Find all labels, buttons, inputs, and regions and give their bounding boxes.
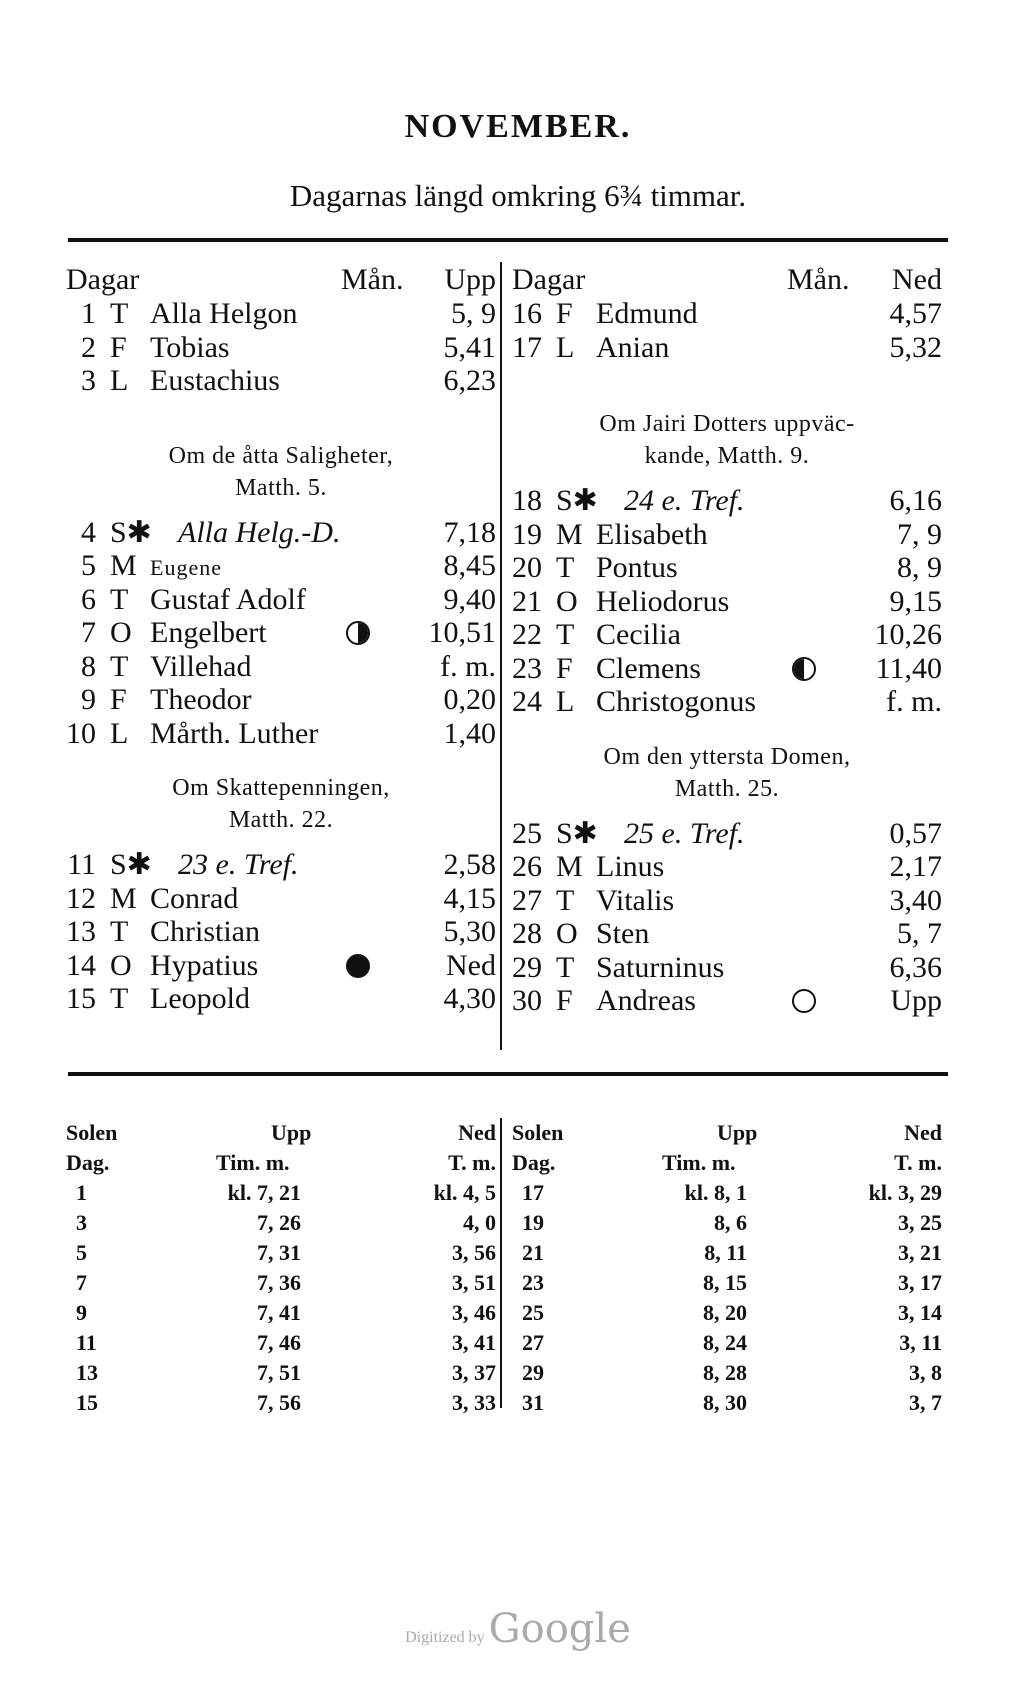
- day-number: 3: [81, 364, 96, 397]
- sun-rise: 8, 28: [703, 1360, 747, 1385]
- sermon-note-line: Om de åtta Saligheter,: [168, 442, 394, 469]
- top-rule: [68, 238, 948, 242]
- moon-phase-new-icon: [346, 954, 370, 978]
- moon-time: 7, 9: [897, 517, 942, 551]
- sun-row: [512, 1388, 942, 1418]
- day-number: 21: [512, 584, 542, 618]
- sun-set: 3, 8: [909, 1360, 942, 1385]
- sermon-note-line: Om Skattepenningen,: [172, 775, 390, 801]
- spacer: [512, 364, 942, 386]
- saint-name: Hypatius: [150, 948, 259, 982]
- watermark-big: Google: [488, 1606, 631, 1652]
- weekday: O: [556, 584, 578, 618]
- sun-header-ned: Ned: [458, 1120, 496, 1145]
- sun-header-upp: Upp: [717, 1120, 758, 1145]
- sun-row: [66, 1358, 496, 1388]
- day-row: [66, 331, 496, 365]
- sun-rise: 7, 31: [257, 1240, 301, 1265]
- day-number: 5: [81, 549, 96, 582]
- saint-name: Linus: [596, 850, 665, 883]
- moon-time: 8,45: [443, 549, 496, 582]
- moon-time: f. m.: [886, 685, 942, 718]
- moon-time: 0,20: [443, 683, 496, 716]
- sun-row: [512, 1268, 942, 1298]
- saint-name: Heliodorus: [596, 584, 730, 618]
- day-number: 9: [81, 683, 96, 716]
- saint-name: Villehad: [150, 649, 252, 683]
- sermon-note: [512, 408, 942, 472]
- weekday: L: [110, 716, 129, 750]
- sun-set: 3, 14: [898, 1300, 942, 1325]
- saint-name: Mårth. Luther: [150, 716, 319, 750]
- sun-rise: kl. 7, 21: [227, 1180, 301, 1205]
- weekday: T: [556, 618, 575, 651]
- sun-column-divider: [500, 1118, 502, 1408]
- day-number: 11: [67, 848, 96, 881]
- sun-day: 17: [522, 1180, 544, 1205]
- sun-set: 3, 41: [452, 1330, 496, 1355]
- day-row: [66, 882, 496, 916]
- sun-day: 21: [522, 1240, 544, 1265]
- sun-rise: 8, 11: [704, 1240, 747, 1265]
- saint-name: Sten: [596, 917, 650, 950]
- sun-table-right: [512, 1118, 942, 1418]
- left-day-column: [66, 263, 496, 1016]
- day-row: [512, 331, 942, 365]
- day-number: 12: [66, 881, 96, 915]
- saint-name: Christogonus: [596, 685, 757, 718]
- sun-row: [512, 1298, 942, 1328]
- moon-time: 9,40: [443, 582, 496, 616]
- sun-rise: kl. 8, 1: [684, 1180, 747, 1205]
- weekday: O: [110, 616, 132, 649]
- weekday: S✱: [110, 515, 152, 549]
- sun-table-left: [66, 1118, 496, 1418]
- weekday: T: [110, 915, 129, 948]
- sun-rise: 8, 30: [703, 1390, 747, 1415]
- day-row: [66, 583, 496, 617]
- weekday: F: [110, 683, 127, 716]
- sermon-note-line: Matth. 5.: [235, 474, 327, 501]
- saint-name: Christian: [150, 915, 260, 948]
- day-row: [512, 951, 942, 985]
- sun-day: 7: [76, 1270, 87, 1295]
- moon-phase-first-quarter-icon: [346, 621, 370, 645]
- saint-name: 23 e. Tref.: [178, 848, 299, 881]
- sun-set: 3, 7: [909, 1390, 942, 1415]
- moon-time: 5,32: [889, 330, 942, 364]
- moon-time: 7,18: [443, 515, 496, 549]
- sun-row: [512, 1208, 942, 1238]
- day-row: [512, 585, 942, 619]
- moon-time: 10,51: [428, 616, 496, 649]
- day-row: [512, 685, 942, 719]
- saint-name: Eustachius: [150, 364, 280, 397]
- sermon-note-line: Matth. 22.: [228, 807, 334, 833]
- sermon-note-line: Matth. 25.: [674, 775, 780, 802]
- saint-name: 25 e. Tref.: [624, 816, 745, 850]
- sermon-note-line: Om Jairi Dotters uppväc-: [599, 411, 855, 437]
- sun-header-row: [512, 1118, 942, 1148]
- weekday: S✱: [110, 848, 152, 881]
- day-number: 7: [81, 616, 96, 649]
- moon-time: 6,23: [443, 364, 496, 397]
- weekday: F: [556, 297, 573, 330]
- weekday: O: [110, 948, 132, 982]
- sun-row: [512, 1178, 942, 1208]
- sermon-note-line: kande, Matth. 9.: [644, 443, 810, 469]
- day-number: 15: [66, 982, 96, 1015]
- moon-time: 4,57: [889, 297, 942, 330]
- sun-set: kl. 3, 29: [868, 1180, 942, 1205]
- day-row: [512, 484, 942, 518]
- header-moon: Ned: [892, 263, 942, 296]
- sun-rise: 7, 46: [257, 1330, 301, 1355]
- sun-day: 1: [76, 1180, 87, 1205]
- day-row: [66, 982, 496, 1016]
- day-row: [512, 917, 942, 951]
- sun-set: 3, 37: [452, 1360, 496, 1385]
- watermark-small: Digitized by: [405, 1629, 485, 1646]
- sun-header-upp: Upp: [271, 1120, 312, 1145]
- saint-name: Engelbert: [150, 616, 267, 649]
- saint-name: Saturninus: [596, 950, 725, 984]
- day-row: [512, 850, 942, 884]
- moon-time: 4,30: [443, 982, 496, 1015]
- day-row: [512, 652, 942, 686]
- sun-row: [512, 1358, 942, 1388]
- weekday: M: [110, 549, 137, 582]
- moon-phase-last-quarter-icon: [792, 657, 816, 681]
- moon-time: 3,40: [889, 883, 942, 917]
- sun-header-solen: Solen: [66, 1120, 118, 1145]
- weekday: S✱: [556, 484, 598, 517]
- sun-set: kl. 4, 5: [433, 1180, 496, 1205]
- sun-row: [66, 1328, 496, 1358]
- shade: [358, 623, 368, 643]
- sun-set: 3, 21: [898, 1240, 942, 1265]
- moon-time: Upp: [890, 984, 942, 1017]
- saint-name: Andreas: [596, 984, 696, 1017]
- weekday: L: [556, 330, 575, 364]
- sun-set: 3, 11: [899, 1330, 942, 1355]
- sun-header-dag: Dag.: [512, 1150, 556, 1175]
- moon-time: 6,16: [889, 484, 942, 517]
- weekday: T: [556, 551, 575, 584]
- day-row: [66, 848, 496, 882]
- weekday: M: [110, 881, 137, 915]
- weekday: T: [110, 982, 129, 1015]
- spacer: [66, 398, 496, 418]
- day-number: 6: [81, 582, 96, 616]
- weekday: T: [110, 649, 129, 683]
- day-number: 24: [512, 685, 542, 718]
- saint-name: Cecilia: [596, 618, 681, 651]
- right-day-column: [512, 263, 942, 1018]
- sun-day: 15: [76, 1390, 98, 1415]
- moon-time: Ned: [446, 948, 496, 982]
- header-dagar: Dagar: [512, 263, 586, 296]
- header-moon: Upp: [444, 263, 496, 296]
- saint-name: Alla Helgon: [150, 297, 298, 330]
- saint-name: Elisabeth: [596, 517, 708, 551]
- day-row: [66, 516, 496, 550]
- weekday: S✱: [556, 816, 598, 850]
- sun-rise: 7, 56: [257, 1390, 301, 1415]
- saint-name: Eugene: [150, 555, 222, 580]
- saint-name: Pontus: [596, 551, 678, 584]
- moon-time: 2,58: [443, 848, 496, 881]
- sun-set: 4, 0: [463, 1210, 496, 1235]
- day-row: [512, 618, 942, 652]
- sun-day: 3: [76, 1210, 87, 1235]
- sermon-note: [66, 440, 496, 504]
- sun-set: 3, 25: [898, 1210, 942, 1235]
- sun-rise: 7, 36: [257, 1270, 301, 1295]
- day-number: 17: [512, 330, 542, 364]
- day-row: [512, 551, 942, 585]
- day-row: [512, 984, 942, 1018]
- saint-name: Theodor: [150, 683, 252, 716]
- weekday: F: [110, 330, 127, 364]
- page-subtitle: Dagarnas längd omkring 6¾ timmar.: [289, 178, 747, 213]
- sun-header-tm: T. m.: [894, 1150, 942, 1175]
- moon-phase-full-icon: [792, 989, 816, 1013]
- sun-header-ned: Ned: [904, 1120, 942, 1145]
- day-number: 27: [512, 883, 542, 917]
- sun-header-tim: Tim. m.: [662, 1150, 736, 1175]
- saint-name: Gustaf Adolf: [150, 582, 306, 616]
- day-number: 4: [81, 515, 96, 549]
- day-number: 8: [81, 649, 96, 683]
- weekday: M: [556, 517, 583, 551]
- day-row: [66, 650, 496, 684]
- sun-row: [66, 1298, 496, 1328]
- saint-name: Edmund: [596, 297, 698, 330]
- header-dagar: Dagar: [66, 263, 140, 296]
- sun-header-tim: Tim. m.: [216, 1150, 290, 1175]
- sun-header-row: [512, 1148, 942, 1178]
- sun-row: [66, 1178, 496, 1208]
- sun-rise: 7, 51: [257, 1360, 301, 1385]
- sun-header-row: [66, 1148, 496, 1178]
- sun-rise: 7, 41: [257, 1300, 301, 1325]
- day-number: 10: [66, 716, 96, 750]
- sun-row: [66, 1388, 496, 1418]
- sun-rise: 8, 20: [703, 1300, 747, 1325]
- day-row: [66, 683, 496, 717]
- saint-name: Anian: [596, 330, 670, 364]
- day-number: 28: [512, 917, 542, 950]
- sun-rise: 7, 26: [257, 1210, 301, 1235]
- day-row: [66, 949, 496, 983]
- sun-header-row: [66, 1118, 496, 1148]
- weekday: T: [556, 883, 575, 917]
- day-row: [512, 817, 942, 851]
- saint-name: Leopold: [150, 982, 250, 1015]
- moon-time: 11,40: [875, 651, 942, 685]
- sun-row: [66, 1268, 496, 1298]
- moon-time: 0,57: [889, 816, 942, 850]
- sun-rise: 8, 15: [703, 1270, 747, 1295]
- weekday: T: [556, 950, 575, 984]
- moon-time: 4,15: [443, 881, 496, 915]
- sun-row: [512, 1238, 942, 1268]
- sun-row: [66, 1208, 496, 1238]
- weekday: L: [110, 364, 129, 397]
- saint-name: Vitalis: [596, 883, 675, 917]
- day-number: 14: [66, 948, 96, 982]
- day-number: 1: [81, 297, 96, 330]
- column-divider: [500, 262, 502, 1050]
- moon-time: 8, 9: [897, 551, 942, 584]
- page-title: NOVEMBER.: [404, 108, 632, 145]
- weekday: F: [556, 984, 573, 1017]
- moon-time: 1,40: [443, 716, 496, 750]
- saint-name: Conrad: [150, 881, 239, 915]
- moon-time: 9,15: [889, 584, 942, 618]
- day-number: 20: [512, 551, 542, 584]
- sermon-note: [512, 741, 942, 805]
- sermon-note: [66, 772, 496, 836]
- day-number: 22: [512, 618, 542, 651]
- sun-day: 31: [522, 1390, 544, 1415]
- saint-name: Alla Helg.-D.: [178, 515, 341, 549]
- sun-set: 3, 33: [452, 1390, 496, 1415]
- day-row: [66, 915, 496, 949]
- sun-day: 11: [76, 1330, 97, 1355]
- day-row: [512, 297, 942, 331]
- sun-header-dag: Dag.: [66, 1150, 110, 1175]
- google-watermark: [0, 1606, 1036, 1652]
- column-header: [66, 263, 496, 297]
- sun-row: [512, 1328, 942, 1358]
- column-header: [512, 263, 942, 297]
- day-row: [66, 549, 496, 583]
- day-number: 25: [512, 816, 542, 850]
- day-number: 30: [512, 984, 542, 1017]
- day-number: 18: [512, 484, 542, 517]
- day-number: 19: [512, 517, 542, 551]
- sun-day: 19: [522, 1210, 544, 1235]
- day-row: [66, 364, 496, 398]
- moon-time: 6,36: [889, 950, 942, 984]
- weekday: M: [556, 850, 583, 883]
- sun-day: 23: [522, 1270, 544, 1295]
- day-number: 16: [512, 297, 542, 330]
- day-row: [512, 884, 942, 918]
- moon-time: 10,26: [874, 618, 942, 651]
- day-number: 23: [512, 651, 542, 685]
- sun-set: 3, 51: [452, 1270, 496, 1295]
- day-number: 26: [512, 850, 542, 883]
- sun-day: 25: [522, 1300, 544, 1325]
- moon-time: 5,41: [443, 330, 496, 364]
- sun-header-tm: T. m.: [448, 1150, 496, 1175]
- day-number: 13: [66, 915, 96, 948]
- sun-day: 13: [76, 1360, 98, 1385]
- weekday: O: [556, 917, 578, 950]
- sun-set: 3, 46: [452, 1300, 496, 1325]
- sun-rise: 8, 24: [703, 1330, 747, 1355]
- moon-time: 5, 9: [451, 297, 496, 330]
- sun-rise: 8, 6: [714, 1210, 747, 1235]
- sun-set: 3, 17: [898, 1270, 942, 1295]
- saint-name: Tobias: [150, 330, 230, 364]
- sun-day: 5: [76, 1240, 87, 1265]
- moon-time: f. m.: [440, 649, 496, 683]
- sun-day: 29: [522, 1360, 544, 1385]
- sun-set: 3, 56: [452, 1240, 496, 1265]
- day-number: 29: [512, 950, 542, 984]
- shade: [794, 659, 804, 679]
- day-row: [66, 717, 496, 751]
- day-row: [66, 616, 496, 650]
- middle-rule: [68, 1072, 948, 1076]
- sun-day: 9: [76, 1300, 87, 1325]
- weekday: L: [556, 685, 575, 718]
- moon-time: 5,30: [443, 915, 496, 948]
- weekday: T: [110, 582, 129, 616]
- header-man: Mån.: [787, 263, 850, 296]
- saint-name: Clemens: [596, 651, 701, 685]
- moon-time: 5, 7: [897, 917, 942, 950]
- day-row: [66, 297, 496, 331]
- sun-row: [66, 1238, 496, 1268]
- saint-name: 24 e. Tref.: [624, 484, 745, 517]
- day-row: [512, 518, 942, 552]
- sun-header-solen: Solen: [512, 1120, 564, 1145]
- header-man: Mån.: [341, 263, 404, 296]
- sermon-note-line: Om den yttersta Domen,: [603, 743, 851, 770]
- day-number: 2: [81, 330, 96, 364]
- moon-time: 2,17: [889, 850, 942, 883]
- weekday: T: [110, 297, 129, 330]
- weekday: F: [556, 651, 573, 685]
- sun-day: 27: [522, 1330, 544, 1355]
